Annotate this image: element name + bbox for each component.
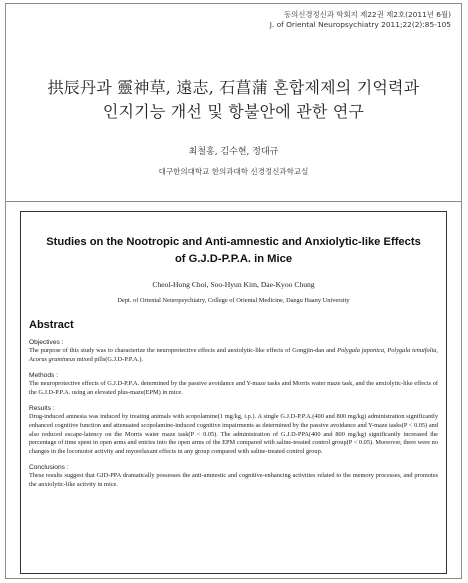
objectives-text <box>29 347 438 364</box>
english-authors: Cheol-Hong Choi, Soo-Hyun Kim, Dae-Kyoo Chung <box>152 280 315 289</box>
abstract-box <box>20 211 447 574</box>
results-label: Results : <box>29 405 55 413</box>
objectives-text-b: mixed pills(G.J.D-P.P.A.). <box>75 355 144 363</box>
korean-authors: 최철홍, 김수현, 정대규 <box>188 147 279 157</box>
korean-title-line-2: 인지기능 개선 및 항불안에 관한 연구 <box>102 102 365 121</box>
journal-line-english: J. of Oriental Neuropsychiatry 2011;22(2):85-105 <box>269 20 451 29</box>
objectives-species: Polygala japonica, Polygala tenuifolia, Acorus gramineus <box>29 347 438 363</box>
objectives-label: Objectives : <box>29 339 64 346</box>
conclusions-text: These results suggest that GJD-PPA dramatically possesses the anti-amnestic and cognitive-enhancing activities related to the memory processes, and promotes the anxiolytic-like activity in mice. <box>29 472 438 488</box>
results-text: Drug-induced amnesia was induced by treating animals with scopolamine(1 mg/kg, i.p.). A single G.J.D-P.P.A.(400 and 800 mg/kg) administration significantly enhanced cognitive function and attenuated scopolamine-induced cognitive impairments as determined by the passive avoidance and Y-maze tasks(P < 0.05) and also reduced escape-latency on the Morris water maze task(P < 0.05). The administration of G.J.D-PPA(400 and 800 mg/kg) significantly increased the percentage of time spent in open arms and entries into the open arms of the EPM compared with saline-treated control group(P < 0.05). Moreover, there were no changes in the locomotor activity and myorelaxant effects in any group compared with saline-treated control group. <box>29 413 438 455</box>
abstract-heading: Abstract <box>29 319 74 331</box>
section-divider <box>5 201 462 202</box>
english-title-line-1: Studies on the Nootropic and Anti-amnestic and Anxiolytic-like Effects <box>46 236 421 248</box>
english-title <box>29 234 438 268</box>
methods-label: Methods : <box>29 372 58 380</box>
journal-line-korean: 동의신경정신과 학회지 제22권 제2호(2011년 6월) <box>283 10 451 19</box>
korean-title-line-1: 拱辰丹과 靈神草, 遠志, 石菖蒲 혼합제제의 기억력과 <box>47 78 420 97</box>
korean-title <box>6 76 461 124</box>
journal-citation <box>270 10 451 30</box>
objectives-text-a: The purpose of this study was to characterize the neuroprotective effects and anxiolytic-like effects of Gongjin-dan and <box>29 347 338 354</box>
english-affiliation: Dept. of Oriental Neuropsychiatry, College of Oriental Medicine, Daegu Haany University <box>117 297 350 304</box>
korean-affiliation: 대구한의대학교 한의과대학 신경정신과학교실 <box>158 167 309 176</box>
english-title-line-2: of G.J.D-P.P.A. in Mice <box>174 253 293 265</box>
conclusions-label: Conclusions : <box>29 464 69 472</box>
methods-text: The neuroprotective effects of G.J.D-P.P.A. determined by the passive avoidance and Y-maze tasks and Morris water maze task, and the anxiolytic-like effects of the G.J.D-P.P.A. using an elevated plus-maze(EPM) in mice. <box>29 380 438 396</box>
paper-page <box>5 3 462 579</box>
